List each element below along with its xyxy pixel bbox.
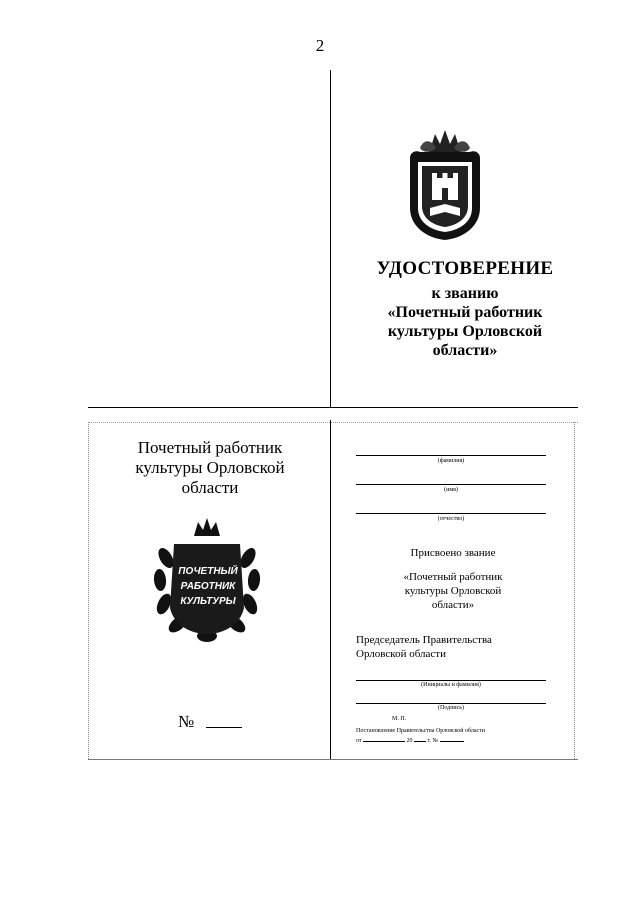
patronymic-caption: (отчество) (437, 516, 465, 522)
assigned-title-label: Присвоено звание (410, 547, 496, 559)
right-title-line-1: «Почетный работник (403, 571, 503, 583)
signature-field-line (356, 703, 546, 704)
orel-coat-of-arms-icon (402, 128, 488, 244)
left-title-line-1: Почетный работник (137, 438, 283, 457)
cover-title: УДОСТОВЕРЕНИЕ (376, 258, 554, 279)
badge-text-line-3: КУЛЬТУРЫ (180, 596, 236, 607)
chairman-line-1: Председатель Правительства (356, 634, 492, 646)
page-number: 2 (315, 36, 325, 55)
inside-right-edge (574, 422, 575, 759)
name-caption: (имя) (444, 487, 458, 493)
cover-line-1: к званию (431, 285, 499, 302)
badge-text-line-2: РАБОТНИК (180, 581, 236, 592)
surname-field-line (356, 455, 546, 456)
certificate-number-label: № (178, 712, 195, 731)
initials-field-line (356, 680, 546, 681)
seal-label: М. П. (392, 716, 407, 722)
certificate-number-blank (206, 727, 242, 728)
signature-caption: (Подпись) (437, 705, 465, 711)
inside-fold-line (330, 420, 331, 760)
honorary-badge (152, 518, 262, 646)
inside-top-edge (88, 422, 578, 423)
left-title-line-2: культуры Орловской (135, 458, 285, 477)
badge-text-line-1: ПОЧЕТНЫЙ (178, 566, 238, 577)
patronymic-field-line (356, 513, 546, 514)
cover-bottom-edge (88, 407, 578, 408)
date-blank (363, 741, 405, 742)
cover-line-3: культуры Орловской (387, 323, 543, 340)
left-title-line-3: области (181, 478, 239, 497)
decree-date-line (356, 738, 556, 744)
inside-bottom-edge (88, 759, 578, 760)
year-blank (414, 741, 426, 742)
inside-left-edge (88, 422, 89, 759)
badge-text (176, 564, 240, 609)
date-prefix: от (356, 738, 362, 744)
decree-label: Постановление Правительства Орловской области (356, 728, 486, 734)
cover-line-4: области» (432, 342, 498, 359)
name-field-line (356, 484, 546, 485)
right-title-line-3: области» (431, 599, 475, 611)
year-suffix: г. № (427, 738, 439, 744)
year-prefix: 20 (406, 738, 413, 744)
initials-caption: (Инициалы и фамилия) (421, 682, 481, 688)
chairman-line-2: Орловской области (356, 648, 446, 660)
cover-line-2: «Почетный работник (387, 304, 543, 321)
decree-number-blank (440, 741, 464, 742)
right-title-line-2: культуры Орловской (404, 585, 502, 597)
surname-caption: (фамилия) (437, 458, 465, 464)
